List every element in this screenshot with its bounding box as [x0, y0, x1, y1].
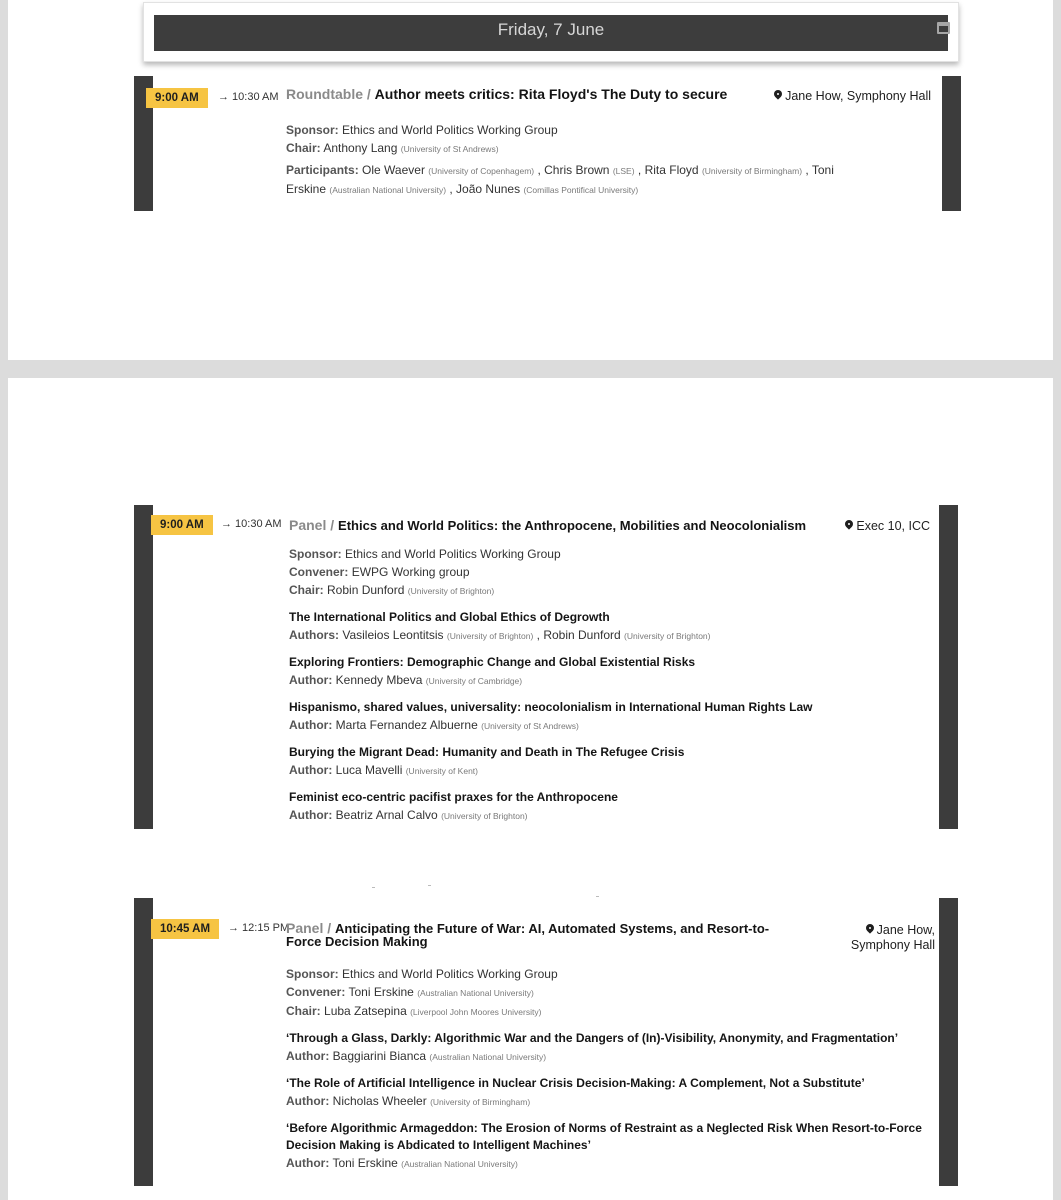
author-affiliation: (University of Brighton): [441, 811, 528, 821]
author: Luca Mavelli: [335, 763, 403, 777]
session-details: [286, 965, 922, 1173]
calendar-icon[interactable]: [937, 22, 950, 34]
chair: Robin Dunford: [327, 583, 405, 597]
session-location: [851, 923, 935, 953]
author: , Robin Dunford: [536, 628, 621, 642]
paper-item: [286, 1120, 922, 1173]
participant: , Chris Brown: [537, 163, 610, 177]
day-label: Friday, 7 June: [497, 20, 605, 39]
author-affiliation: (Australian National University): [401, 1159, 518, 1169]
paper-item: [289, 699, 812, 735]
scan-artifact: [372, 887, 375, 888]
location-text: Exec 10, ICC: [856, 519, 930, 533]
participant: , Rita Floyd: [637, 163, 699, 177]
sponsor: Ethics and World Politics Working Group: [342, 967, 558, 981]
convener-label: Convener:: [289, 565, 349, 579]
location-text: Jane How,: [876, 923, 935, 937]
session-name[interactable]: Anticipating the Future of War: AI, Automated Systems, and Resort-to-: [335, 921, 770, 936]
session-title[interactable]: [286, 922, 769, 948]
paper-item: [289, 789, 812, 825]
session-type: Panel /: [289, 517, 335, 533]
author-label: Authors:: [289, 628, 339, 642]
chair-label: Chair:: [289, 583, 324, 597]
paper-item: [289, 744, 812, 780]
participant: , Toni: [805, 163, 834, 177]
author-label: Author:: [289, 718, 333, 732]
author: Toni Erskine: [332, 1156, 398, 1170]
participant-affiliation: (Comillas Pontifical University): [523, 185, 639, 195]
participants-label: Participants:: [286, 163, 359, 177]
session-details: [286, 121, 834, 199]
end-time: → 10:30 AM: [221, 518, 282, 530]
author-affiliation: (University of Brighton): [624, 631, 711, 641]
day-header: [143, 2, 959, 62]
sponsor-label: Sponsor:: [289, 547, 342, 561]
participant: Ole Waever: [362, 163, 425, 177]
paper-title[interactable]: ‘Before Algorithmic Armageddon: The Erosion of Norms of Restraint as a Neglected Risk When Resort-to-Force: [286, 1121, 922, 1135]
author-affiliation: (University of St Andrews): [481, 721, 579, 731]
session-details: [289, 545, 812, 825]
author-label: Author:: [286, 1156, 330, 1170]
participant-affiliation: (Australian National University): [329, 185, 447, 195]
author-label: Author:: [289, 673, 333, 687]
author-label: Author:: [289, 808, 333, 822]
chair: Luba Zatsepina: [324, 1004, 407, 1018]
scan-artifact: [596, 896, 599, 897]
author: Vasileios Leontitsis: [342, 628, 444, 642]
scan-artifact: [428, 885, 431, 886]
session-panel-future-of-war[interactable]: [134, 898, 958, 1186]
paper-title[interactable]: ‘The Role of Artificial Intelligence in Nuclear Crisis Decision-Making: A Complement, Not a Substitute’: [286, 1076, 865, 1090]
paper-title[interactable]: Hispanismo, shared values, universality: neocolonialism in International Human Rights Law: [289, 700, 813, 714]
session-name[interactable]: Author meets critics: Rita Floyd's The Duty to secure: [374, 86, 728, 102]
paper-title-line2[interactable]: Decision Making is Abdicated to Intelligent Machines’: [286, 1138, 591, 1152]
convener-affiliation: (Australian National University): [417, 988, 534, 998]
paper-item: [286, 1030, 922, 1066]
author: Baggiarini Bianca: [332, 1049, 427, 1063]
paper-title[interactable]: The International Politics and Global Ethics of Degrowth: [289, 610, 610, 624]
author-label: Author:: [286, 1094, 330, 1108]
start-time-badge: 9:00 AM: [146, 88, 208, 108]
session-title[interactable]: [289, 518, 806, 533]
author-affiliation: (University of Birmingham): [430, 1097, 531, 1107]
participant-affiliation: (LSE): [612, 166, 635, 176]
location-pin-icon: [774, 90, 782, 101]
participant: Erskine: [286, 182, 327, 196]
session-type: Panel /: [286, 920, 332, 936]
paper-title[interactable]: Burying the Migrant Dead: Humanity and Death in The Refugee Crisis: [289, 745, 685, 759]
session-location: [845, 519, 930, 534]
end-time: → 12:15 PM: [228, 922, 290, 934]
chair-label: Chair:: [286, 141, 321, 155]
chair-affiliation: (University of Brighton): [407, 586, 495, 596]
chair: Anthony Lang: [323, 141, 398, 155]
session-location: [774, 89, 931, 104]
start-time-badge: 9:00 AM: [151, 515, 213, 535]
paper-item: [289, 609, 812, 645]
convener: Toni Erskine: [348, 985, 414, 999]
paper-title[interactable]: ‘Through a Glass, Darkly: Algorithmic War and the Dangers of (In)-Visibility, Anonymity, and Fragmentation’: [286, 1031, 899, 1045]
session-panel-ethics[interactable]: [134, 505, 958, 829]
session-roundtable[interactable]: [134, 76, 961, 211]
paper-item: [289, 654, 812, 690]
participant: , João Nunes: [449, 182, 521, 196]
author-label: Author:: [289, 763, 333, 777]
author: Nicholas Wheeler: [332, 1094, 427, 1108]
chair-affiliation: (University of St Andrews): [400, 144, 499, 154]
convener: EWPG Working group: [351, 565, 470, 579]
session-type: Roundtable /: [286, 86, 371, 102]
sponsor-label: Sponsor:: [286, 123, 339, 137]
end-time: → 10:30 AM: [218, 91, 279, 103]
convener-label: Convener:: [286, 985, 346, 999]
paper-title[interactable]: Feminist eco-centric pacifist praxes for the Anthropocene: [289, 790, 618, 804]
location-pin-icon: [866, 924, 874, 935]
session-name[interactable]: Ethics and World Politics: the Anthropocene, Mobilities and Neocolonialism: [338, 518, 807, 533]
paper-title[interactable]: Exploring Frontiers: Demographic Change and Global Existential Risks: [289, 655, 696, 669]
location-pin-icon: [845, 520, 853, 531]
author-label: Author:: [286, 1049, 330, 1063]
author-affiliation: (University of Cambridge): [425, 676, 523, 686]
location-text: Jane How, Symphony Hall: [785, 89, 931, 103]
start-time-badge: 10:45 AM: [151, 919, 219, 939]
author: Beatriz Arnal Calvo: [335, 808, 438, 822]
paper-item: [286, 1075, 922, 1111]
chair-affiliation: (Liverpool John Moores University): [410, 1007, 542, 1017]
sponsor: Ethics and World Politics Working Group: [342, 123, 558, 137]
sponsor-label: Sponsor:: [286, 967, 339, 981]
sponsor: Ethics and World Politics Working Group: [345, 547, 561, 561]
author-affiliation: (Australian National University): [429, 1052, 547, 1062]
session-name-line2[interactable]: Force Decision Making: [286, 934, 428, 949]
participant-affiliation: (University of Copenhagem): [428, 166, 535, 176]
session-title[interactable]: [286, 87, 727, 101]
location-text-line2: Symphony Hall: [850, 938, 935, 952]
participant-affiliation: (University of Birmingham): [701, 166, 803, 176]
author: Kennedy Mbeva: [335, 673, 423, 687]
author-affiliation: (University of Kent): [405, 766, 478, 776]
author-affiliation: (University of Brighton): [446, 631, 534, 641]
chair-label: Chair:: [286, 1004, 321, 1018]
author: Marta Fernandez Albuerne: [335, 718, 478, 732]
